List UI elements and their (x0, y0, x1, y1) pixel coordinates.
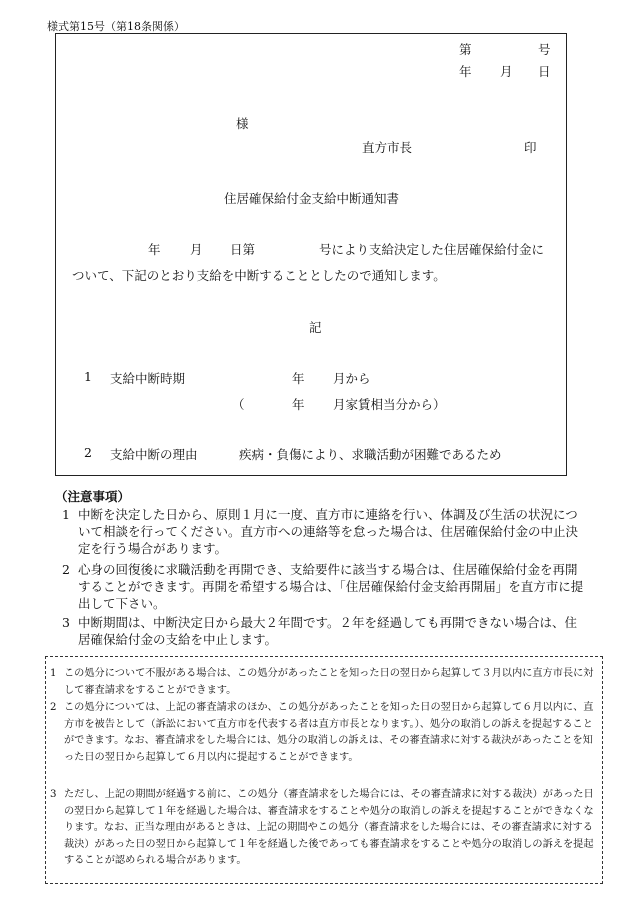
appeal-text: この処分について不服がある場合は、この処分があったことを知った日の翌日から起算して３月以内に直方市長に対して審査請求をすることができます。 (64, 668, 594, 696)
date-day: 日 (538, 64, 551, 79)
appeal-number: 1 (50, 668, 57, 679)
note-number: 3 (62, 615, 70, 630)
item1-year: 年 (292, 371, 305, 386)
item1-month-from: 月から (333, 371, 371, 386)
document-title: 住居確保給付金支給中断通知書 (224, 191, 400, 206)
item2-label: 支給中断の理由 (110, 447, 198, 462)
body-month: 月 (190, 242, 203, 257)
notes-title: （注意事項） (55, 489, 131, 504)
date-year: 年 (459, 64, 472, 79)
appeal-number: 2 (50, 702, 57, 713)
note-text: 中断を決定した日から、原則１月に一度、直方市に連絡を行い、体調及び生活の状況について相談を行ってください。直方市への連絡等を怠った場合は、住居確保給付金の中止決定を行う場合があります。 (78, 507, 579, 556)
seal-mark: 印 (524, 140, 537, 155)
note-text: 中断期間は、中断決定日から最大２年間です。２年を経過しても再開できない場合は、住居確保給付金の支給を中止します。 (78, 615, 578, 647)
form-number-label: 様式第15号（第18条関係） (47, 20, 185, 33)
appeal-item (50, 666, 598, 699)
appeal-item (50, 787, 598, 870)
note-number: 2 (62, 562, 70, 577)
number-prefix: 第 (459, 42, 472, 57)
note-number: 1 (62, 507, 70, 522)
item1-label: 支給中断時期 (110, 371, 186, 386)
body-line2: ついて、下記のとおり支給を中断することとしたので通知します。 (72, 268, 446, 283)
item2-reason: 疾病・負傷により、求職活動が困難であるため (239, 447, 502, 462)
body-day-dai: 日第 (230, 242, 256, 257)
note-item (62, 561, 587, 612)
addressee-honorific: 様 (236, 116, 249, 131)
item1-paren-rest: 月家賃相当分から） (333, 397, 446, 412)
item1-number: 1 (84, 369, 92, 384)
appeal-item (50, 700, 598, 766)
issuer-name: 直方市長 (362, 140, 413, 155)
appeal-number: 3 (50, 789, 57, 800)
date-month: 月 (500, 64, 513, 79)
note-item (62, 614, 587, 648)
note-item (62, 506, 587, 557)
appeal-text: ただし、上記の期間が経過する前に、この処分（審査請求をした場合には、その審査請求に対する裁決）があった日の翌日から起算して１年を経過した場合は、審査請求をすることや処分の取消しの訴えを提起することができなくなります。なお、正当な理由があるときは、上記の期間やこの処分（審査請求をした場合には、その審査請求に対する裁決）があった日の翌日から起算して１年を経過した後であっても審査請求をすることや処分の取消しの訴えを提起することが認められる場合があります。 (64, 789, 594, 867)
ki-heading: 記 (309, 320, 322, 335)
body-line1: 号により支給決定した住居確保給付金に (319, 242, 545, 257)
appeal-text: この処分については、上記の審査請求のほか、この処分があったことを知った日の翌日から起算して６月以内に、直方市を被告として（訴訟において直方市を代表する者は直方市長となります。）、処分の取消しの訴えを提起することができます。なお、審査請求をした場合には、処分の取消しの訴えは、その審査請求に対する裁決があったことを知った日の翌日から起算して６月以内に提起することができます。 (64, 702, 594, 763)
note-text: 心身の回復後に求職活動を再開でき、支給要件に該当する場合は、住居確保給付金を再開することができます。再開を希望する場合は、「住居確保給付金支給再開届」を直方市に提出して下さい。 (78, 562, 584, 611)
number-suffix: 号 (538, 42, 551, 57)
item1-paren-open: （ (232, 397, 245, 412)
item2-number: 2 (84, 445, 92, 460)
item1-paren-year: 年 (292, 397, 305, 412)
body-year: 年 (148, 242, 161, 257)
